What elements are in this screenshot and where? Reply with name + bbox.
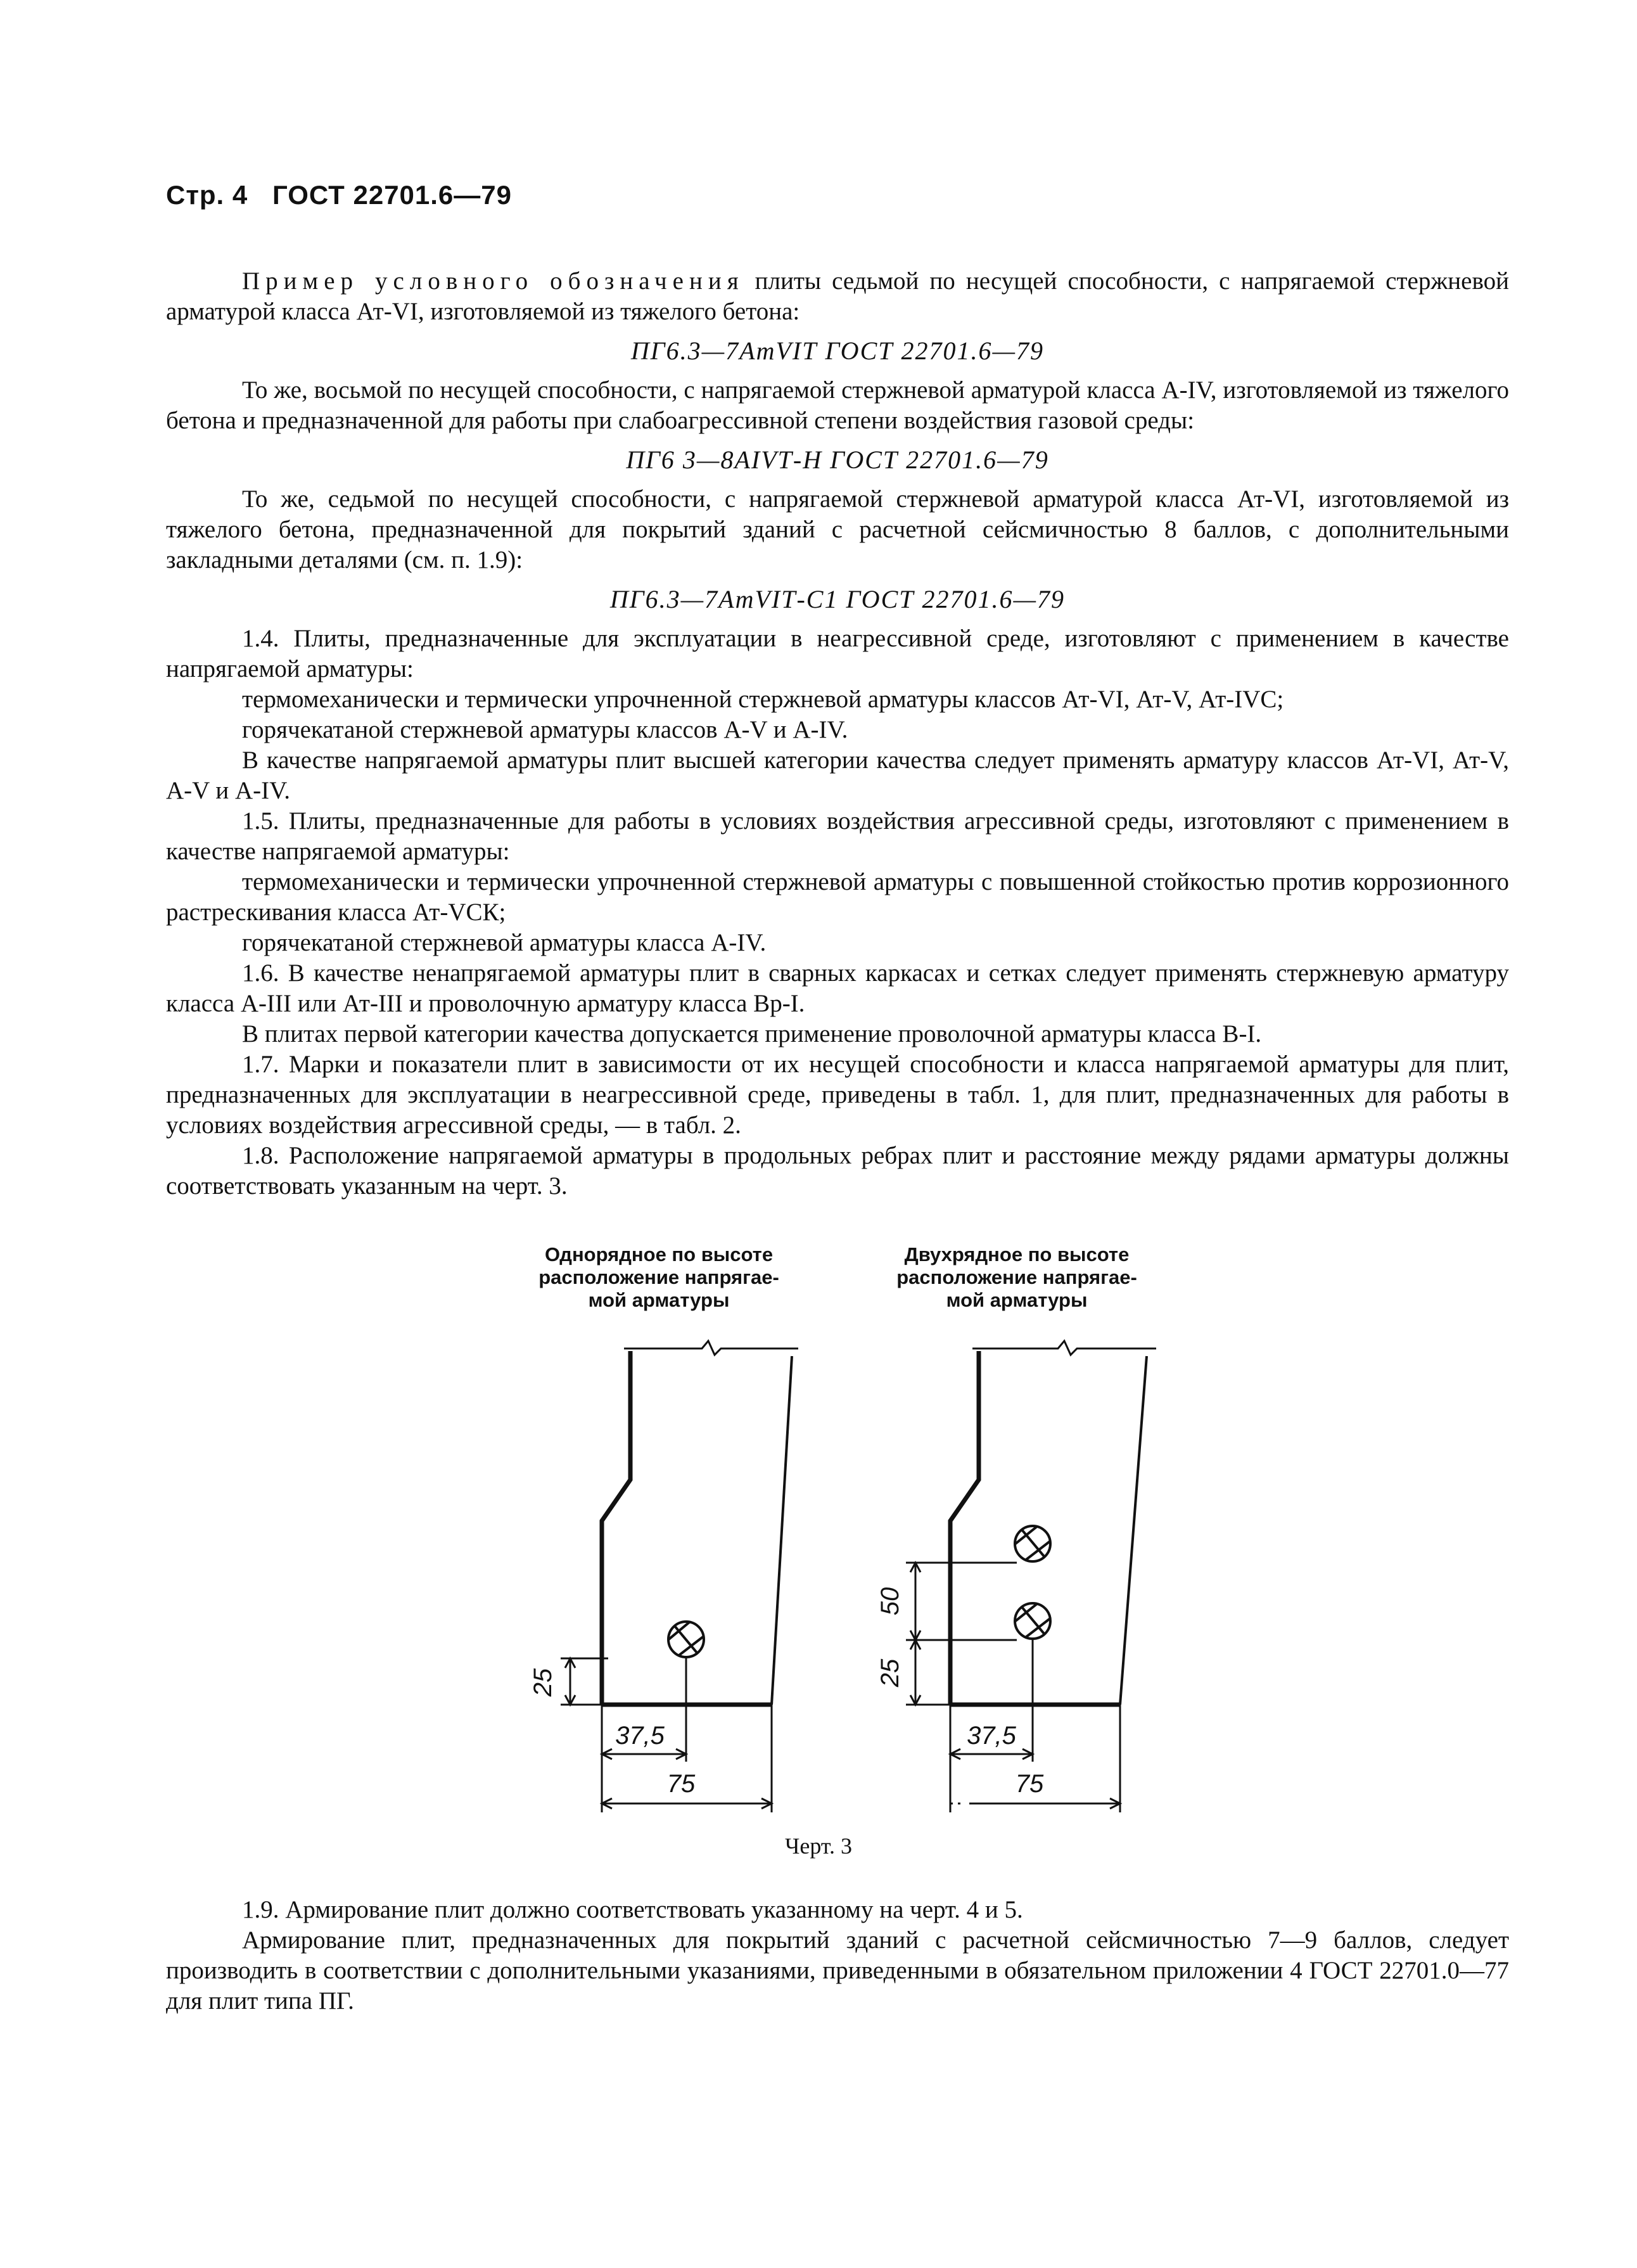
main-text-continued [166, 1895, 1509, 2016]
clause-1-5: 1.5. Плиты, предназначенные для работы в условиях воздействия агрессивной среды, изготовляют с применением в качестве напрягаемой арматуры: [166, 807, 1509, 865]
clause-1-7: 1.7. Марки и показатели плит в зависимости от их несущей способности и класса напрягаемой арматуры для плит, предназначенных для эксплуатации в неагрессивной среде, приведены в табл. 1, для плит, предназначенных для работы в условиях воздействия агрессивной среды, — в табл. 2. [166, 1051, 1509, 1139]
clause-1-4-a: термомеханически и термически упрочненной стержневой арматуры классов Ат-VI, Ат-V, Ат-IVC; [242, 686, 1284, 713]
figure-label: Черт. 3 [785, 1833, 852, 1859]
right-caption-line: расположение напрягае- [896, 1266, 1137, 1288]
clause-1-6-a: В плитах первой категории качества допускается применение проволочной арматуры класса В-I. [242, 1020, 1262, 1048]
right-dim-50: 50 [876, 1587, 904, 1616]
example-3: То же, седьмой по несущей способности, с напрягаемой стержневой арматурой класса Ат-VI, изготовляемой из тяжелого бетона, предназначенной для покрытий зданий с расчетной сейсмичностью 8 баллов, с дополнительными закладными деталями (см. п. 1.9): [166, 485, 1509, 573]
clause-1-5-b: горячекатаной стержневой арматуры класса А-IV. [242, 929, 767, 956]
right-dim-37-5: 37,5 [967, 1722, 1016, 1750]
right-dim-25: 25 [876, 1658, 904, 1688]
left-dim-75: 75 [666, 1770, 696, 1798]
example-lead: Пример условного обозначения [242, 267, 744, 295]
right-caption-line: Двухрядное по высоте [904, 1243, 1130, 1265]
standard-code: ГОСТ 22701.6—79 [272, 180, 513, 210]
right-rib-section [906, 1341, 1156, 1812]
right-caption-line: мой арматуры [946, 1289, 1088, 1311]
example-1-text: плиты седьмой по несущей способности, с напрягаемой стержневой арматурой класса Ат-VI, изготовляемой из тяжелого бетона: [166, 267, 1509, 325]
left-caption-line: Однорядное по высоте [544, 1243, 774, 1265]
designation-2: ПГ6 3—8АIVТ-Н ГОСТ 22701.6—79 [626, 445, 1049, 474]
clause-1-5-a: термомеханически и термически упрочненной стержневой арматуры с повышенной стойкостью против коррозионного растрескивания класса Ат-VСК; [166, 868, 1509, 926]
left-dim-37-5: 37,5 [615, 1722, 665, 1750]
left-rib-section [561, 1341, 798, 1812]
right-dim-75: 75 [1015, 1770, 1044, 1798]
clause-1-4-c: В качестве напрягаемой арматуры плит высшей категории качества следует применять арматуру классов Ат-VI, Ат-V, А-V и А-IV. [166, 746, 1509, 804]
left-dim-25: 25 [529, 1668, 557, 1697]
clause-1-8: 1.8. Расположение напрягаемой арматуры в продольных ребрах плит и расстояние между рядами арматуры должны соответствовать указанным на черт. 3. [166, 1142, 1509, 1200]
example-2: То же, восьмой по несущей способности, с напрягаемой стержневой арматурой класса А-IV, изготовляемой из тяжелого бетона и предназначенной для работы при слабоагрессивной степени воздействия газовой среды: [166, 376, 1509, 434]
clause-1-9-a: Армирование плит, предназначенных для покрытий зданий с расчетной сейсмичностью 7—9 баллов, следует производить в соответствии с дополнительными указаниями, приведенными в обязательном приложении 4 ГОСТ 22701.0—77 для плит типа ПГ. [166, 1926, 1509, 2015]
clause-1-6: 1.6. В качестве ненапрягаемой арматуры плит в сварных каркасах и сетках следует применять стержневую арматуру класса А-III или Ат-III и проволочную арматуру класса Вр-I. [166, 959, 1509, 1017]
clause-1-4: 1.4. Плиты, предназначенные для эксплуатации в неагрессивной среде, изготовляют с применением в качестве напрягаемой арматуры: [166, 625, 1509, 682]
designation-1: ПГ6.3—7АтVIТ ГОСТ 22701.6—79 [630, 336, 1045, 365]
clause-1-9: 1.9. Армирование плит должно соответствовать указанному на черт. 4 и 5. [242, 1896, 1023, 1923]
left-caption-line: расположение напрягае- [538, 1266, 779, 1288]
designation-3: ПГ6.3—7АтVIТ-С1 ГОСТ 22701.6—79 [609, 585, 1066, 613]
page-number: Стр. 4 [166, 180, 248, 210]
left-caption-line: мой арматуры [588, 1289, 730, 1311]
clause-1-4-b: горячекатаной стержневой арматуры классов А-V и А-IV. [242, 716, 848, 743]
